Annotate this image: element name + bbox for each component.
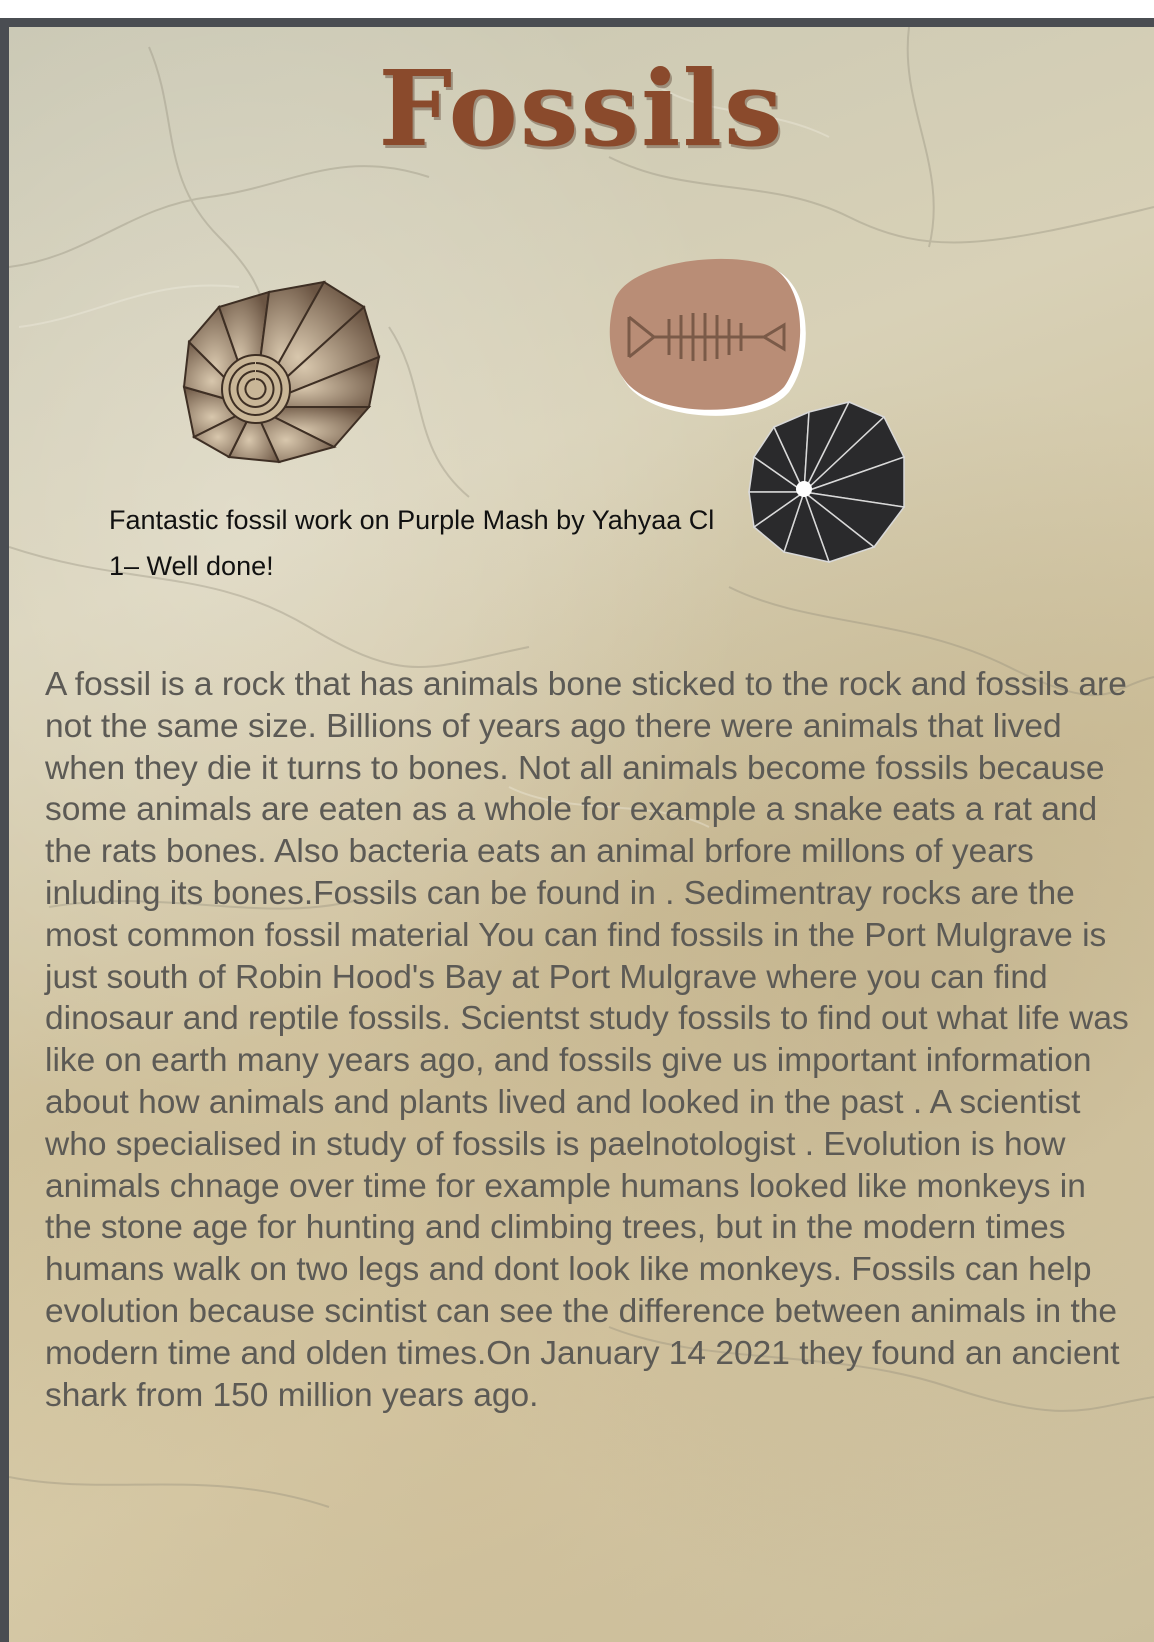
poster-page [0, 18, 1154, 1642]
body-paragraph: A fossil is a rock that has animals bone sticked to the rock and fossils are not the same size. Billions of years ago there were animals that lived when they die it turns to bones. Not all animals become fossils because some animals are eaten as a whole for example a snake eats a rat and the rats bones. Also bacteria eats an animal brfore millons of years inluding its bones.Fossils can be found in . Sedimentray rocks are the most common fossil material You can find fossils in the Port Mulgrave is just south of Robin Hood's Bay at Port Mulgrave where you can find dinosaur and reptile fossils. Scientst study fossils to find out what life was like on earth many years ago, and fossils give us important information about how animals and plants lived and looked in the past . A scientist who specialised in study of fossils is paelnotologist . Evolution is how animals chnage over time for example humans looked like monkeys in the stone age for hunting and climbing trees, but in the modern times humans walk on two legs and dont look like monkeys. Fossils can help evolution because scintist can see the difference between animals in the modern time and olden times.On January 14 2021 they found an ancient shark from 150 million years ago. [45, 666, 1129, 1414]
ammonite-icon [174, 277, 394, 467]
page-title: Fossils [378, 47, 785, 170]
black-ammonite-icon [744, 397, 914, 567]
caption-text: Fantastic fossil work on Purple Mash by Yahyaa Cl 1– Well done! [109, 505, 715, 581]
